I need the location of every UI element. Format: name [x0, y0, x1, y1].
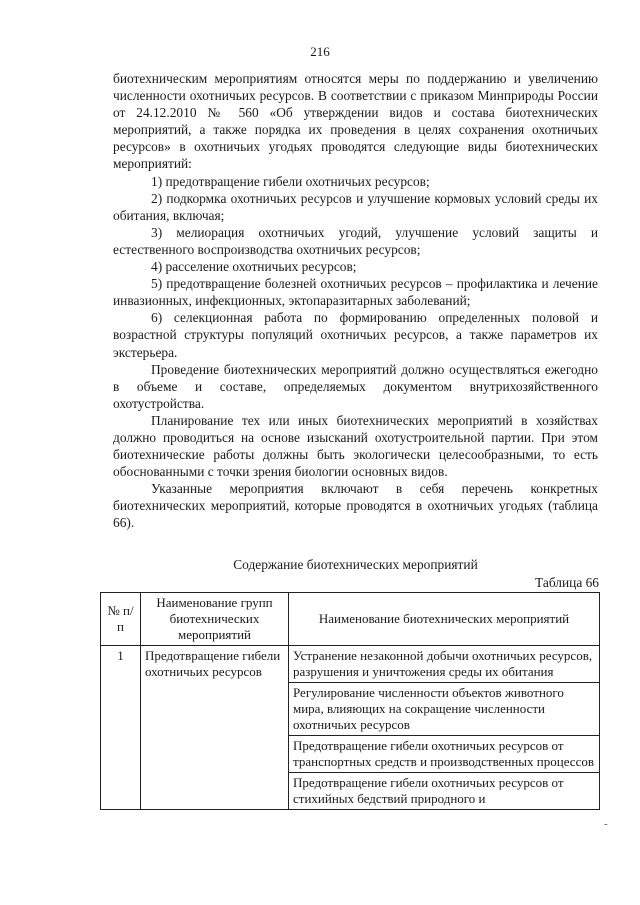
table-title: Содержание биотехнических мероприятий: [233, 557, 478, 572]
list-item-4: 4) расселение охотничьих ресурсов;: [151, 259, 357, 275]
table-number: Таблица 66: [535, 575, 599, 590]
list-item-1: 1) предотвращение гибели охотничьих ресурсов;: [151, 173, 430, 189]
table-header-row: [101, 593, 600, 646]
paragraph-intro: биотехническим мероприятиям относятся меры по поддержанию и увеличению численности охотничьих ресурсов. В соответствии с приказом Минприроды России от 24.12.2010 № 560 «Об утверждении видов и состава биотехнических мероприятий, а также порядка их проведения в целях сохранения охотничьих ресурсов» в охотничьих угодьях проводятся следующие виды биотехнических мероприятий:: [113, 71, 598, 172]
row-group: Предотвращение гибели охотничьих ресурсов: [141, 646, 289, 810]
row-item: Регулирование численности объектов животного мира, влияющих на сокращение численности охотничьих ресурсов: [289, 683, 600, 736]
header-name: Наименование биотехнических мероприятий: [289, 593, 600, 646]
paragraph-planning: Планирование тех или иных биотехнических мероприятий в хозяйствах должно проводиться на основе изысканий охотустроительной партии. При этом биотехнические работы должны быть экологически целесообразными, то есть обоснованными с точки зрения биологии основных видов.: [113, 412, 598, 480]
row-item: Устранение незаконной добычи охотничьих ресурсов, разрушения и уничтожения среды их обитания: [289, 646, 600, 683]
list-item-2: 2) подкормка охотничьих ресурсов и улучшение кормовых условий среды их обитания, включая;: [113, 190, 598, 223]
row-item: Предотвращение гибели охотничьих ресурсов от транспортных средств и производственных процессов: [289, 736, 600, 773]
scan-mark: -: [604, 818, 608, 830]
measures-table: [100, 592, 600, 810]
row-num: 1: [101, 646, 141, 810]
page-number: 216: [310, 44, 330, 59]
table-row: [101, 646, 600, 683]
row-item: Предотвращение гибели охотничьих ресурсов от стихийных бедствий природного и: [289, 773, 600, 810]
header-group: Наименование групп биотехнических мероприятий: [141, 593, 289, 646]
paragraph-table-ref: Указанные мероприятия включают в себя перечень конкретных биотехнических мероприятий, которые проводятся в охотничьих угодьях (таблица 66).: [113, 481, 598, 531]
body-text: [113, 70, 598, 532]
paragraph-annual: Проведение биотехнических мероприятий должно осуществляться ежегодно в объеме и составе, определяемых документом внутрихозяйственного охотустройства.: [113, 361, 598, 411]
list-item-5: 5) предотвращение болезней охотничьих ресурсов – профилактика и лечение инвазионных, инфекционных, эктопаразитарных заболеваний;: [113, 276, 598, 309]
list-item-6: 6) селекционная работа по формированию определенных половой и возрастной структуры популяций охотничьих ресурсов, а также параметров их экстерьера.: [113, 310, 598, 360]
header-num: № п/п: [101, 593, 141, 646]
list-item-3: 3) мелиорация охотничьих угодий, улучшение условий защиты и естественного воспроизводства охотничьих ресурсов;: [113, 224, 598, 257]
